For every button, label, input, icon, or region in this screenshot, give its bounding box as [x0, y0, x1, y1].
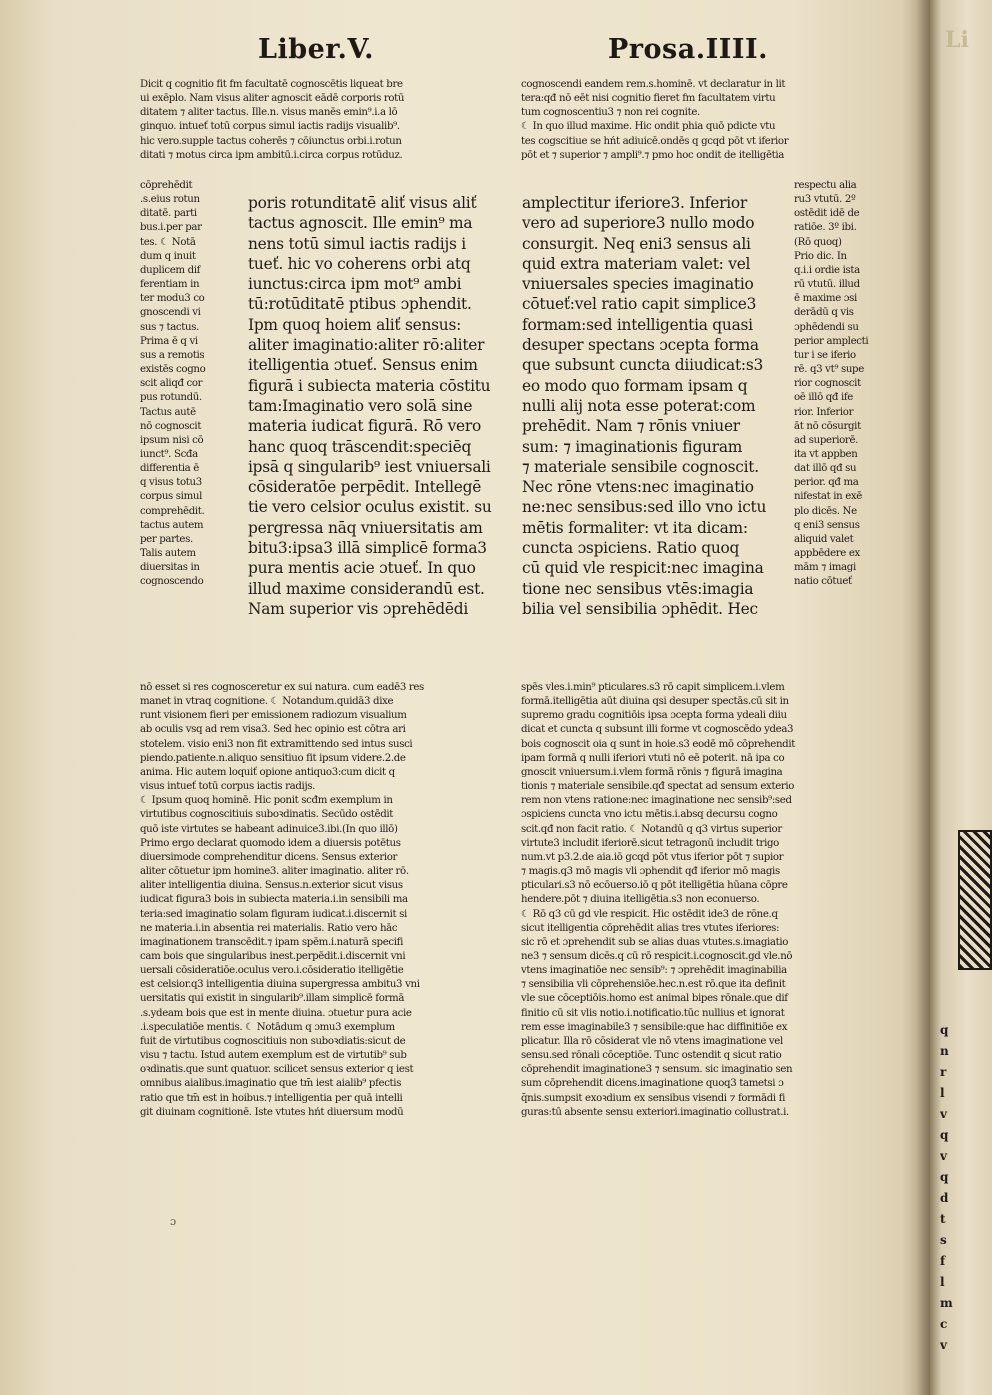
main-text-left-column: poris rotunditatē aliť visus aliť tactus agnoscit. Ille emin⁹ ma nens totū simul iactis radijs i tueť. hic vo coherens orbi atq iunctus:circa ipm mot⁹ ambi tū:rotūditatē ptibus ɔphendit. Ipm quoq hoiem aliť sensus: aliter imaginatio:aliter rō:aliter itelligentia ɔtueť. Sensus enim figurā i subiecta materia cōstitu tam:Imaginatio vero solā sine materia iudicat figurā. Rō vero hanc quoq trāscendit:speciēq ipsā q singularib⁹ iest vniuersali cōsideratōe perpēdit. Intellegē tie vero celsior oculus existit. su pergressa nāq vniuersitatis am bitu3:ipsa3 illā simplicē forma3 pura mentis acie ɔtueť. In quo illud maxime considerandū est. Nam superior vis ɔprehēdēdi [248, 194, 492, 618]
commentary-top-right: cognoscendi eandem rem.s.hominē. vt declaratur in lit tera:qđ nō eēt nisi cognitio fieret fm facultatem virtu tum cognoscentiu3 ⁊ non rei cognite. ☾ In quo illud maxime. Hic ondit phia quō pdicte vtu tes cogscitiue se hńt adiuicē.ondēs q gcqd pōt vt iferior pōt et ⁊ superior ⁊ ampli⁹.⁊ pmo hoc ondit de itelligētia [521, 79, 789, 161]
running-header-section: Prosa.IIII. [608, 34, 769, 65]
running-header-book: Liber.V. [258, 34, 375, 65]
next-page-header-fragment: Li [945, 30, 969, 51]
margin-gloss-left: cōprehēdit .s.eius rotun ditatē. parti bus.i.per par tes. ☾ Notā dum q inuit duplicem dif ferentiam in ter modu3 co gnoscendi vi sus ⁊ tactus. Prima ē q vi sus a remotis existēs cogno scit aliqđ cor pus rotundū. Tactus autē nō cognoscit ipsum nisi cō iunct⁹. Scđa differentia ē q visus totu3 corpus simul comprehēdit. tactus autem per partes. Talis autem diuersitas in cognoscendo [140, 180, 206, 588]
ornament-border-fragment [958, 830, 992, 970]
margin-gloss-right: respectu alia ru3 vtutū. 2º ostēdit idē de ratiōe. 3º ibi. (Rō quoq) Prio dic. In q.i.i ordie ista rū vtutū. illud ē maxime ɔsi derādū q vis ɔphēdendi su perior amplecti tur i se iferio rē. q3 vt⁹ supe rior cognoscit oē illō qđ ife rior. Inferior āt nō cōsurgit ad superiorē. ita vt appben dat illō qđ su perior. qđ ma nifestat in exē plo dicēs. Ne q eni3 sensus aliquid valet appbēdere ex mām ⁊ imagi natio cōtueť [794, 180, 869, 588]
margin-mark: ɔ [170, 1215, 177, 1228]
main-text-right-column: amplectitur iferiore3. Inferior vero ad superiore3 nullo modo consurgit. Neq eni3 sensus ali quid extra materiam valet: vel vniuersales species imaginatio cōtueť:vel ratio capit simplice3 formam:sed intelligentia quasi desuper spectans ɔcepta forma que subsunt cuncta diiudicat:s3 eo modo quo formam ipsam q nulli alij nota esse poterat:com prehēdit. Nam ⁊ rōnis vniuer sum: ⁊ imaginationis figuram ⁊ materiale sensibile cognoscit. Nec rōne vtens:nec imaginatio ne:nec sensibus:sed illo vno ictu mētis formaliter: vt ita dicam: cuncta ɔspiciens. Ratio quoq cū quid vle respicit:nec imagina tione nec sensibus vtēs:imagia bilia vel sensibilia ɔphēdit. Hec [522, 194, 767, 618]
next-page-text-fragment: q n r l v q v q d t s f l m c v [940, 1023, 953, 1352]
commentary-bottom-left: nō esset si res cognosceretur ex sui natura. cum eadē3 res manet in vtraq cognitione. ☾ Notandum.quidā3 dixe runt visionem fieri per emissionem radiozum visualium ab oculis vsq ad rem visa3. Sed hec opinio est cōtra ari stotelem. visio eni3 non fit extramittendo sed intus susci piendo.patiente.n.aliquo sensitiuo fit ipsum videre.2.de anima. Hic autem loquiť opione antiquo3:cum dicit q visus intueť totū corpus iactis radijs. ☾ Ipsum quoq hominē. Hic ponit scđm exemplum in virtutibus cognoscitiuis suboꝛdinatis. Secūdo ostēdit quō iste virtutes se habeant adinuice3.ibi.(In quo illō) Primo ergo declarat quomodo idem a diuersis potētus diuersimode comprehenditur dicens. Sensus exterior aliter cōtuetur ipm homine3. aliter imaginatio. aliter rō. aliter intelligentia diuina. Sensus.n.exterior sicut visus iudicat figura3 bois in subiecta materia.i.in sensibili ma teria:sed imaginatio solam figuram iudicat.i.discernit si ne materia.i.in absentia rei materialis. Ratio vero hāc imaginationem transcēdit.⁊ ipam spēm.i.naturā specifi cam bois que singularibus inest.perpēdit.i.discernit vni uersali cōsideratiōe.oculus vero.i.cōsideratio itelligētie est celsior.q3 intelligentia diuina supergressa ambitu3 vni uersitatis qui existit in singularib⁹.illam simplicē formā .s.ydeam bois que est in mente diuina. ɔtuetur pura acie .i.speculatiōe mentis. ☾ Notādum q ɔmu3 exemplum fuit de virtutibus cognoscitiuis non suboꝛdiatis:sicut de visu ⁊ tactu. Istud autem exemplum est de virtutib⁹ sub oꝛdinatis.que sunt quatuor. scilicet sensus exterior q iest omnibus aialibus.imaginatio que tm̄ iest aialib⁹ pfectis ratio que tm̄ est in hoibus.⁊ intelligentia per quā intelli git diuinam cognitionē. Iste vtutes hńt diuersum modū [140, 682, 424, 1118]
commentary-top-left: Dicit q cognitio fit fm facultatē cognoscētis liqueat bre ui exēplo. Nam visus aliter agnoscit eādē corporis rotū ditatem ⁊ aliter tactus. Ille.n. visus manēs emin⁹.i.a lō ginquo. intueť totū corpus simul iactis radijs visualib⁹. hic vero.supple tactus coherēs ⁊ cōiunctus orbi.i.rotun ditati ⁊ motus circa ipm ambitū.i.circa corpus rotūduz. [140, 79, 405, 161]
commentary-bottom-right: spēs vles.i.min⁹ pticulares.s3 rō capit simplicem.i.vlem formā.itelligētia aūt diuina qsi desuper spectās.cū sit in supremo gradu cognitiōis ipsa ɔcepta forma ydeali diiu dicat et cuncta q subsunt illi forme vt cognoscēdo ydea3 bois cognoscit oia q sunt in hoie.s3 eodē mō cōprehendit ipam formā q nulli iferiori vtuti nō eē poterit. nā ipa co gnoscit vniuersum.i.vlem formā rōnis ⁊ figurā imagina tionis ⁊ materiale sensibile.qđ spectat ad sensum exterio rem non vtens ratione:nec imaginatione nec sensib⁹:sed ɔspiciens cuncta vno ictu mētis.i.absq decursu cogno scit.qđ non facit ratio. ☾ Notandū q q3 virtus superior virtute3 includit iferiorē.sicut tetragonū includit trigo num.vt p3.2.de aia.iō gcqd pōt vtus iferior pōt ⁊ supior ⁊ magis.q3 mō magis vli ɔphendit qđ iferior mō magis pticulari.s3 nō ecōuerso.iō q pōt itelligētia hūana cōpre hendere.pōt ⁊ diuina itelligētia.s3 non econuerso. ☾ Rō q3 cū gd vle respicit. Hic ostēdit ide3 de rōne.q sicut itelligentia cōprehēdit alias tres vtutes iferiores: sic rō et ɔprehendit sub se alias duas vtutes.s.imagiatio ne3 ⁊ sensum dicēs.q cū rō respicit.i.cognoscit.gd vle.nō vtens imaginatiōe nec sensib⁹: ⁊ ɔprehēdit imaginabilia ⁊ sensibilia vli cōprehensiōe.hec.n.est rō.que ita definit vle sue cōceptiōis.homo est animal bipes rōnale.que dif finitio cū sit vlis notio.i.notificatio.tūc nullius et ignorat rem esse imaginabile3 ⁊ sensibile:que hac diffinitiōe ex plicatur. Illa rō cōsiderat vle nō vtens imaginatione vel sensu.sed rōnali cōceptiōe. Tunc ostendit q sicut ratio cōprehendit imaginatione3 ⁊ sensum. sic imaginatio sen sum cōprehendit dicens.imaginatione quoq3 tametsi ɔ q̄nis.sumpsit exoꝛdium ex sensibus visendi ⁊ formādi fi guras:tū absente sensu exteriori.imaginatio collustrat.i. [521, 682, 795, 1118]
